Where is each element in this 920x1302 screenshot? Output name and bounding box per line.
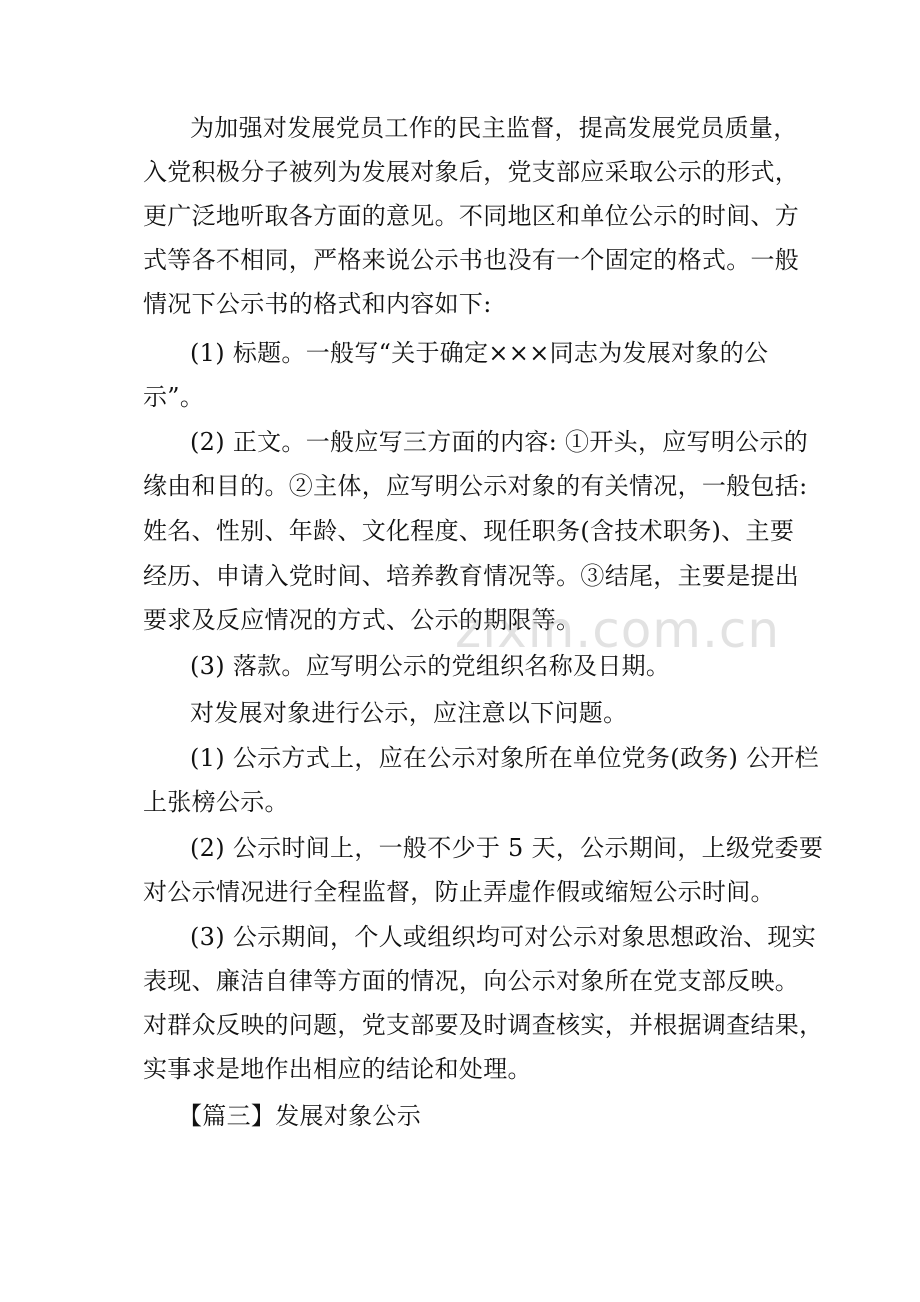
item-body-line-1: (2) 正文。一般应写三方面的内容: ①开头，应写明公示的	[190, 428, 809, 456]
paragraph-1-line-1: 为加强对发展党员工作的民主监督，提高发展党员质量，	[190, 114, 798, 142]
item-title-line-2: 示”。	[143, 383, 205, 411]
item-title-line-1: (1) 标题。一般写“关于确定×××同志为发展对象的公	[190, 339, 769, 367]
notice-item-2-line-2: 对公示情况进行全程监督，防止弄虚作假或缩短公示时间。	[143, 878, 775, 906]
watermark-text: zixin.com.cn	[455, 601, 781, 659]
paragraph-1-line-2: 入党积极分子被列为发展对象后，党支部应采取公示的形式，	[143, 158, 800, 186]
notice-item-3-line-3: 对群众反映的问题，党支部要及时调查核实，并根据调查结果，	[143, 1011, 824, 1039]
notice-intro-line: 对发展对象进行公示，应注意以下问题。	[190, 699, 628, 727]
item-body-line-4: 经历、申请入党时间、培养教育情况等。③结尾，主要是提出	[143, 562, 800, 590]
notice-item-3-line-4: 实事求是地作出相应的结论和处理。	[143, 1055, 532, 1083]
notice-item-3-line-2: 表现、廉洁自律等方面的情况，向公示对象所在党支部反映。	[143, 967, 800, 995]
item-body-line-3: 姓名、性别、年龄、文化程度、现任职务(含技术职务)、主要	[143, 517, 795, 545]
notice-item-3-line-1: (3) 公示期间，个人或组织均可对公示对象思想政治、现实	[190, 923, 817, 951]
paragraph-1-line-5: 情况下公示书的格式和内容如下:	[143, 290, 492, 318]
item-signature-line: (3) 落款。应写明公示的党组织名称及日期。	[190, 652, 671, 680]
item-body-line-2: 缘由和目的。②主体，应写明公示对象的有关情况，一般包括:	[143, 472, 808, 500]
section-heading: 【篇三】发展对象公示	[178, 1102, 421, 1130]
notice-item-1-line-2: 上张榜公示。	[143, 788, 289, 816]
paragraph-1-line-4: 式等各不相同，严格来说公示书也没有一个固定的格式。一般	[143, 246, 800, 274]
paragraph-1-line-3: 更广泛地听取各方面的意见。不同地区和单位公示的时间、方	[143, 202, 800, 230]
notice-item-1-line-1: (1) 公示方式上，应在公示对象所在单位党务(政务) 公开栏	[190, 744, 819, 772]
notice-item-2-line-1: (2) 公示时间上，一般不少于 5 天，公示期间，上级党委要	[190, 834, 824, 862]
item-body-line-5: 要求及反应情况的方式、公示的期限等。	[143, 606, 581, 634]
